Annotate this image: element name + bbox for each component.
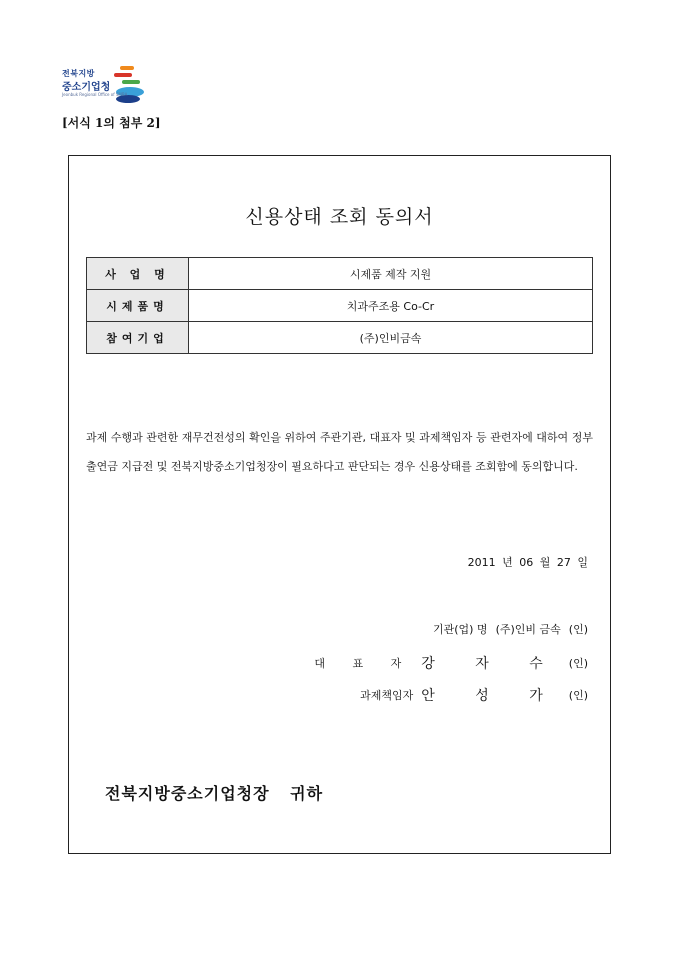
signature-label: 과제책임자 [360,689,414,702]
signature-label: 대 표 자 [314,657,414,670]
signature-value: (주)인비 금속 [495,623,561,636]
table-row [87,290,593,322]
logo-mark-icon [114,62,154,106]
table-row [87,258,593,290]
signature-line-project-lead [360,685,588,705]
row-label-company: 참여기업 [87,322,189,354]
document-title: 신용상태 조회 동의서 [245,206,434,228]
logo-text-region: 전북지방 [62,69,95,78]
signature-value: 안 성 가 [421,688,561,704]
signature-line-representative [314,653,588,673]
seal-mark: (인) [568,623,588,636]
addressee: 전북지방중소기업청장 귀하 [105,784,324,803]
logo-text-english: Jeonbuk Regional Office of SMBA [62,92,128,97]
document-date: 2011 년 06 월 27 일 [467,556,588,569]
seal-mark: (인) [568,657,588,670]
logo-text-agency: 중소기업청 [62,82,111,93]
signature-line-institution [433,621,588,637]
signature-value: 강 자 수 [421,656,561,672]
row-label-project: 사 업 명 [87,258,189,290]
row-value-prototype: 치과주조용 Co-Cr [189,290,593,322]
signature-label: 기관(업) 명 [432,623,488,636]
row-value-project: 시제품 제작 지원 [189,258,593,290]
consent-form [68,155,611,854]
row-label-prototype: 시제품명 [87,290,189,322]
seal-mark: (인) [568,689,588,702]
project-info-table [86,257,593,354]
agency-logo [62,62,152,106]
table-row [87,322,593,354]
consent-statement: 과제 수행과 관련한 재무건전성의 확인을 위하여 주관기관, 대표자 및 과제책임자 등 관련자에 대하여 정부출연금 지급전 및 전북지방중소기업청장이 필요하다고 판단되는 경우 신용상태를 조회함에 동의합니다. [86,431,593,473]
row-value-company: (주)인비금속 [189,322,593,354]
form-reference: [서식 1의 첨부 2] [62,116,161,130]
